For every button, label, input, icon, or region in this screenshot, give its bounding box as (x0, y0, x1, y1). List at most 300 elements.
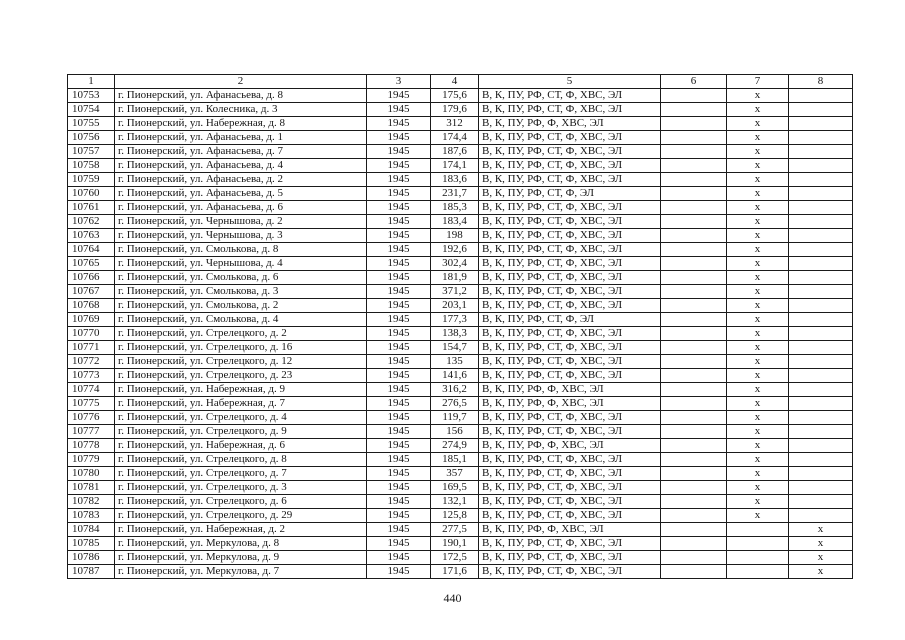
col6-cell (661, 159, 727, 173)
area-cell: 185,1 (431, 453, 479, 467)
area-cell: 181,9 (431, 271, 479, 285)
col6-cell (661, 215, 727, 229)
amenities-cell: В, К, ПУ, РФ, СТ, Ф, ХВС, ЭЛ (479, 509, 661, 523)
col8-mark-cell (789, 173, 853, 187)
year-cell: 1945 (367, 495, 431, 509)
col6-cell (661, 369, 727, 383)
col6-cell (661, 355, 727, 369)
col7-mark-cell (727, 523, 789, 537)
amenities-cell: В, К, ПУ, РФ, СТ, Ф, ХВС, ЭЛ (479, 131, 661, 145)
table-row (68, 89, 853, 103)
area-cell: 171,6 (431, 565, 479, 579)
col7-mark-cell: х (727, 271, 789, 285)
record-number-cell: 10772 (68, 355, 115, 369)
table-row (68, 103, 853, 117)
col8-mark-cell (789, 495, 853, 509)
col7-mark-cell: х (727, 285, 789, 299)
area-cell: 169,5 (431, 481, 479, 495)
area-cell: 156 (431, 425, 479, 439)
col6-cell (661, 565, 727, 579)
area-cell: 141,6 (431, 369, 479, 383)
year-cell: 1945 (367, 271, 431, 285)
table-row (68, 341, 853, 355)
address-cell: г. Пионерский, ул. Стрелецкого, д. 4 (115, 411, 367, 425)
year-cell: 1945 (367, 411, 431, 425)
col8-mark-cell (789, 397, 853, 411)
col7-mark-cell: х (727, 117, 789, 131)
year-cell: 1945 (367, 565, 431, 579)
address-cell: г. Пионерский, ул. Стрелецкого, д. 2 (115, 327, 367, 341)
col6-cell (661, 103, 727, 117)
address-cell: г. Пионерский, ул. Смолькова, д. 2 (115, 299, 367, 313)
col8-mark-cell (789, 89, 853, 103)
address-cell: г. Пионерский, ул. Чернышова, д. 2 (115, 215, 367, 229)
col6-cell (661, 453, 727, 467)
table-row (68, 495, 853, 509)
address-cell: г. Пионерский, ул. Стрелецкого, д. 8 (115, 453, 367, 467)
amenities-cell: В, К, ПУ, РФ, СТ, Ф, ХВС, ЭЛ (479, 551, 661, 565)
col6-cell (661, 383, 727, 397)
year-cell: 1945 (367, 481, 431, 495)
amenities-cell: В, К, ПУ, РФ, СТ, Ф, ХВС, ЭЛ (479, 327, 661, 341)
address-cell: г. Пионерский, ул. Колесника, д. 3 (115, 103, 367, 117)
area-cell: 192,6 (431, 243, 479, 257)
amenities-cell: В, К, ПУ, РФ, СТ, Ф, ХВС, ЭЛ (479, 481, 661, 495)
address-cell: г. Пионерский, ул. Меркулова, д. 8 (115, 537, 367, 551)
area-cell: 174,1 (431, 159, 479, 173)
header-col-4: 4 (431, 75, 479, 89)
col8-mark-cell (789, 103, 853, 117)
amenities-cell: В, К, ПУ, РФ, СТ, Ф, ХВС, ЭЛ (479, 201, 661, 215)
col6-cell (661, 537, 727, 551)
address-cell: г. Пионерский, ул. Афанасьева, д. 1 (115, 131, 367, 145)
year-cell: 1945 (367, 537, 431, 551)
year-cell: 1945 (367, 89, 431, 103)
amenities-cell: В, К, ПУ, РФ, СТ, Ф, ХВС, ЭЛ (479, 453, 661, 467)
address-cell: г. Пионерский, ул. Афанасьева, д. 2 (115, 173, 367, 187)
col6-cell (661, 285, 727, 299)
table-row (68, 509, 853, 523)
header-col-8: 8 (789, 75, 853, 89)
col8-mark-cell (789, 299, 853, 313)
table-row (68, 439, 853, 453)
table-row (68, 173, 853, 187)
table-row (68, 481, 853, 495)
col6-cell (661, 509, 727, 523)
col8-mark-cell (789, 131, 853, 145)
col6-cell (661, 425, 727, 439)
record-number-cell: 10756 (68, 131, 115, 145)
col8-mark-cell (789, 369, 853, 383)
table-row (68, 229, 853, 243)
col6-cell (661, 523, 727, 537)
col7-mark-cell: х (727, 229, 789, 243)
year-cell: 1945 (367, 355, 431, 369)
col8-mark-cell (789, 313, 853, 327)
record-number-cell: 10771 (68, 341, 115, 355)
col7-mark-cell: х (727, 159, 789, 173)
year-cell: 1945 (367, 313, 431, 327)
amenities-cell: В, К, ПУ, РФ, Ф, ХВС, ЭЛ (479, 117, 661, 131)
record-number-cell: 10770 (68, 327, 115, 341)
col8-mark-cell (789, 201, 853, 215)
col7-mark-cell: х (727, 453, 789, 467)
table-row (68, 411, 853, 425)
col8-mark-cell (789, 509, 853, 523)
year-cell: 1945 (367, 131, 431, 145)
col8-mark-cell (789, 327, 853, 341)
record-number-cell: 10777 (68, 425, 115, 439)
col7-mark-cell: х (727, 103, 789, 117)
amenities-cell: В, К, ПУ, РФ, СТ, Ф, ЭЛ (479, 187, 661, 201)
address-cell: г. Пионерский, ул. Смолькова, д. 4 (115, 313, 367, 327)
area-cell: 135 (431, 355, 479, 369)
col8-mark-cell (789, 355, 853, 369)
table-row (68, 285, 853, 299)
area-cell: 371,2 (431, 285, 479, 299)
area-cell: 179,6 (431, 103, 479, 117)
amenities-cell: В, К, ПУ, РФ, СТ, Ф, ХВС, ЭЛ (479, 173, 661, 187)
col6-cell (661, 131, 727, 145)
amenities-cell: В, К, ПУ, РФ, СТ, Ф, ХВС, ЭЛ (479, 299, 661, 313)
col6-cell (661, 495, 727, 509)
record-number-cell: 10787 (68, 565, 115, 579)
col8-mark-cell (789, 145, 853, 159)
year-cell: 1945 (367, 383, 431, 397)
year-cell: 1945 (367, 509, 431, 523)
year-cell: 1945 (367, 187, 431, 201)
area-cell: 276,5 (431, 397, 479, 411)
col7-mark-cell: х (727, 89, 789, 103)
col6-cell (661, 467, 727, 481)
year-cell: 1945 (367, 397, 431, 411)
address-cell: г. Пионерский, ул. Набережная, д. 9 (115, 383, 367, 397)
area-cell: 357 (431, 467, 479, 481)
amenities-cell: В, К, ПУ, РФ, Ф, ХВС, ЭЛ (479, 523, 661, 537)
amenities-cell: В, К, ПУ, РФ, СТ, Ф, ХВС, ЭЛ (479, 537, 661, 551)
col6-cell (661, 481, 727, 495)
area-cell: 277,5 (431, 523, 479, 537)
year-cell: 1945 (367, 425, 431, 439)
header-col-5: 5 (479, 75, 661, 89)
record-number-cell: 10784 (68, 523, 115, 537)
table-row (68, 145, 853, 159)
amenities-cell: В, К, ПУ, РФ, СТ, Ф, ХВС, ЭЛ (479, 565, 661, 579)
area-cell: 183,6 (431, 173, 479, 187)
record-number-cell: 10782 (68, 495, 115, 509)
col7-mark-cell: х (727, 369, 789, 383)
table-row (68, 299, 853, 313)
year-cell: 1945 (367, 467, 431, 481)
col7-mark-cell: х (727, 313, 789, 327)
amenities-cell: В, К, ПУ, РФ, СТ, Ф, ХВС, ЭЛ (479, 467, 661, 481)
col8-mark-cell: х (789, 551, 853, 565)
area-cell: 198 (431, 229, 479, 243)
col8-mark-cell (789, 383, 853, 397)
record-number-cell: 10754 (68, 103, 115, 117)
year-cell: 1945 (367, 229, 431, 243)
table-row (68, 313, 853, 327)
table-row (68, 327, 853, 341)
col6-cell (661, 187, 727, 201)
table-row (68, 117, 853, 131)
address-cell: г. Пионерский, ул. Стрелецкого, д. 6 (115, 495, 367, 509)
address-cell: г. Пионерский, ул. Стрелецкого, д. 7 (115, 467, 367, 481)
col7-mark-cell: х (727, 187, 789, 201)
col7-mark-cell: х (727, 173, 789, 187)
year-cell: 1945 (367, 341, 431, 355)
year-cell: 1945 (367, 299, 431, 313)
amenities-cell: В, К, ПУ, РФ, СТ, Ф, ХВС, ЭЛ (479, 495, 661, 509)
year-cell: 1945 (367, 201, 431, 215)
table-row (68, 243, 853, 257)
col7-mark-cell: х (727, 383, 789, 397)
year-cell: 1945 (367, 145, 431, 159)
page-number: 440 (443, 591, 462, 605)
area-cell: 177,3 (431, 313, 479, 327)
address-cell: г. Пионерский, ул. Афанасьева, д. 8 (115, 89, 367, 103)
area-cell: 187,6 (431, 145, 479, 159)
amenities-cell: В, К, ПУ, РФ, Ф, ХВС, ЭЛ (479, 383, 661, 397)
table-row (68, 187, 853, 201)
year-cell: 1945 (367, 257, 431, 271)
amenities-cell: В, К, ПУ, РФ, СТ, Ф, ХВС, ЭЛ (479, 215, 661, 229)
col8-mark-cell (789, 439, 853, 453)
table-row (68, 453, 853, 467)
amenities-cell: В, К, ПУ, РФ, СТ, Ф, ХВС, ЭЛ (479, 411, 661, 425)
col6-cell (661, 201, 727, 215)
address-cell: г. Пионерский, ул. Набережная, д. 8 (115, 117, 367, 131)
table-row (68, 425, 853, 439)
year-cell: 1945 (367, 215, 431, 229)
table-row (68, 215, 853, 229)
col7-mark-cell: х (727, 341, 789, 355)
table-row (68, 131, 853, 145)
address-cell: г. Пионерский, ул. Стрелецкого, д. 12 (115, 355, 367, 369)
record-number-cell: 10753 (68, 89, 115, 103)
col6-cell (661, 173, 727, 187)
year-cell: 1945 (367, 327, 431, 341)
table-row (68, 523, 853, 537)
record-number-cell: 10767 (68, 285, 115, 299)
year-cell: 1945 (367, 243, 431, 257)
area-cell: 316,2 (431, 383, 479, 397)
address-cell: г. Пионерский, ул. Афанасьева, д. 4 (115, 159, 367, 173)
col6-cell (661, 89, 727, 103)
address-cell: г. Пионерский, ул. Стрелецкого, д. 23 (115, 369, 367, 383)
year-cell: 1945 (367, 551, 431, 565)
year-cell: 1945 (367, 159, 431, 173)
col8-mark-cell: х (789, 565, 853, 579)
col7-mark-cell: х (727, 299, 789, 313)
col8-mark-cell (789, 117, 853, 131)
year-cell: 1945 (367, 369, 431, 383)
col8-mark-cell (789, 341, 853, 355)
col7-mark-cell: х (727, 145, 789, 159)
address-cell: г. Пионерский, ул. Смолькова, д. 3 (115, 285, 367, 299)
record-number-cell: 10778 (68, 439, 115, 453)
record-number-cell: 10781 (68, 481, 115, 495)
col6-cell (661, 145, 727, 159)
housing-register-table (67, 74, 853, 579)
col8-mark-cell (789, 215, 853, 229)
col7-mark-cell (727, 537, 789, 551)
area-cell: 312 (431, 117, 479, 131)
col8-mark-cell (789, 453, 853, 467)
col7-mark-cell: х (727, 355, 789, 369)
col8-mark-cell (789, 271, 853, 285)
col6-cell (661, 271, 727, 285)
record-number-cell: 10774 (68, 383, 115, 397)
amenities-cell: В, К, ПУ, РФ, СТ, Ф, ХВС, ЭЛ (479, 425, 661, 439)
col7-mark-cell: х (727, 439, 789, 453)
col7-mark-cell: х (727, 411, 789, 425)
col7-mark-cell: х (727, 327, 789, 341)
record-number-cell: 10766 (68, 271, 115, 285)
record-number-cell: 10765 (68, 257, 115, 271)
area-cell: 138,3 (431, 327, 479, 341)
col7-mark-cell: х (727, 467, 789, 481)
table-row (68, 369, 853, 383)
record-number-cell: 10768 (68, 299, 115, 313)
year-cell: 1945 (367, 173, 431, 187)
area-cell: 132,1 (431, 495, 479, 509)
record-number-cell: 10763 (68, 229, 115, 243)
table-row (68, 551, 853, 565)
table-row (68, 565, 853, 579)
area-cell: 183,4 (431, 215, 479, 229)
record-number-cell: 10762 (68, 215, 115, 229)
col7-mark-cell: х (727, 131, 789, 145)
address-cell: г. Пионерский, ул. Афанасьева, д. 7 (115, 145, 367, 159)
record-number-cell: 10780 (68, 467, 115, 481)
record-number-cell: 10758 (68, 159, 115, 173)
table-header-row (68, 75, 853, 89)
col7-mark-cell: х (727, 425, 789, 439)
address-cell: г. Пионерский, ул. Афанасьева, д. 5 (115, 187, 367, 201)
year-cell: 1945 (367, 453, 431, 467)
col7-mark-cell: х (727, 215, 789, 229)
area-cell: 174,4 (431, 131, 479, 145)
record-number-cell: 10775 (68, 397, 115, 411)
address-cell: г. Пионерский, ул. Набережная, д. 7 (115, 397, 367, 411)
record-number-cell: 10769 (68, 313, 115, 327)
col8-mark-cell (789, 411, 853, 425)
amenities-cell: В, К, ПУ, РФ, Ф, ХВС, ЭЛ (479, 439, 661, 453)
col6-cell (661, 299, 727, 313)
table-row (68, 397, 853, 411)
address-cell: г. Пионерский, ул. Стрелецкого, д. 29 (115, 509, 367, 523)
year-cell: 1945 (367, 439, 431, 453)
record-number-cell: 10776 (68, 411, 115, 425)
col6-cell (661, 243, 727, 257)
record-number-cell: 10760 (68, 187, 115, 201)
col8-mark-cell (789, 243, 853, 257)
col6-cell (661, 341, 727, 355)
col8-mark-cell (789, 229, 853, 243)
amenities-cell: В, К, ПУ, РФ, Ф, ХВС, ЭЛ (479, 397, 661, 411)
amenities-cell: В, К, ПУ, РФ, СТ, Ф, ХВС, ЭЛ (479, 229, 661, 243)
col7-mark-cell: х (727, 481, 789, 495)
record-number-cell: 10755 (68, 117, 115, 131)
record-number-cell: 10757 (68, 145, 115, 159)
col6-cell (661, 257, 727, 271)
year-cell: 1945 (367, 117, 431, 131)
col7-mark-cell: х (727, 397, 789, 411)
amenities-cell: В, К, ПУ, РФ, СТ, Ф, ХВС, ЭЛ (479, 159, 661, 173)
area-cell: 185,3 (431, 201, 479, 215)
record-number-cell: 10786 (68, 551, 115, 565)
col7-mark-cell: х (727, 509, 789, 523)
record-number-cell: 10759 (68, 173, 115, 187)
col6-cell (661, 397, 727, 411)
area-cell: 274,9 (431, 439, 479, 453)
col8-mark-cell (789, 257, 853, 271)
amenities-cell: В, К, ПУ, РФ, СТ, Ф, ХВС, ЭЛ (479, 89, 661, 103)
col7-mark-cell (727, 565, 789, 579)
table-row (68, 257, 853, 271)
col8-mark-cell (789, 285, 853, 299)
col8-mark-cell: х (789, 537, 853, 551)
table-row (68, 467, 853, 481)
col6-cell (661, 411, 727, 425)
col6-cell (661, 327, 727, 341)
col7-mark-cell (727, 551, 789, 565)
area-cell: 119,7 (431, 411, 479, 425)
area-cell: 302,4 (431, 257, 479, 271)
amenities-cell: В, К, ПУ, РФ, СТ, Ф, ХВС, ЭЛ (479, 103, 661, 117)
address-cell: г. Пионерский, ул. Чернышова, д. 4 (115, 257, 367, 271)
record-number-cell: 10783 (68, 509, 115, 523)
col7-mark-cell: х (727, 243, 789, 257)
col8-mark-cell (789, 467, 853, 481)
area-cell: 190,1 (431, 537, 479, 551)
year-cell: 1945 (367, 285, 431, 299)
address-cell: г. Пионерский, ул. Стрелецкого, д. 9 (115, 425, 367, 439)
col6-cell (661, 313, 727, 327)
header-col-1: 1 (68, 75, 115, 89)
col8-mark-cell (789, 187, 853, 201)
record-number-cell: 10764 (68, 243, 115, 257)
col8-mark-cell: х (789, 523, 853, 537)
address-cell: г. Пионерский, ул. Меркулова, д. 7 (115, 565, 367, 579)
col6-cell (661, 439, 727, 453)
address-cell: г. Пионерский, ул. Афанасьева, д. 6 (115, 201, 367, 215)
col7-mark-cell: х (727, 257, 789, 271)
address-cell: г. Пионерский, ул. Набережная, д. 6 (115, 439, 367, 453)
amenities-cell: В, К, ПУ, РФ, СТ, Ф, ХВС, ЭЛ (479, 285, 661, 299)
table-row (68, 201, 853, 215)
header-col-6: 6 (661, 75, 727, 89)
address-cell: г. Пионерский, ул. Стрелецкого, д. 3 (115, 481, 367, 495)
address-cell: г. Пионерский, ул. Набережная, д. 2 (115, 523, 367, 537)
amenities-cell: В, К, ПУ, РФ, СТ, Ф, ХВС, ЭЛ (479, 145, 661, 159)
col7-mark-cell: х (727, 495, 789, 509)
address-cell: г. Пионерский, ул. Стрелецкого, д. 16 (115, 341, 367, 355)
area-cell: 175,6 (431, 89, 479, 103)
amenities-cell: В, К, ПУ, РФ, СТ, Ф, ХВС, ЭЛ (479, 257, 661, 271)
table-row (68, 271, 853, 285)
address-cell: г. Пионерский, ул. Чернышова, д. 3 (115, 229, 367, 243)
area-cell: 154,7 (431, 341, 479, 355)
address-cell: г. Пионерский, ул. Меркулова, д. 9 (115, 551, 367, 565)
year-cell: 1945 (367, 103, 431, 117)
address-cell: г. Пионерский, ул. Смолькова, д. 8 (115, 243, 367, 257)
col6-cell (661, 117, 727, 131)
record-number-cell: 10779 (68, 453, 115, 467)
year-cell: 1945 (367, 523, 431, 537)
col8-mark-cell (789, 425, 853, 439)
